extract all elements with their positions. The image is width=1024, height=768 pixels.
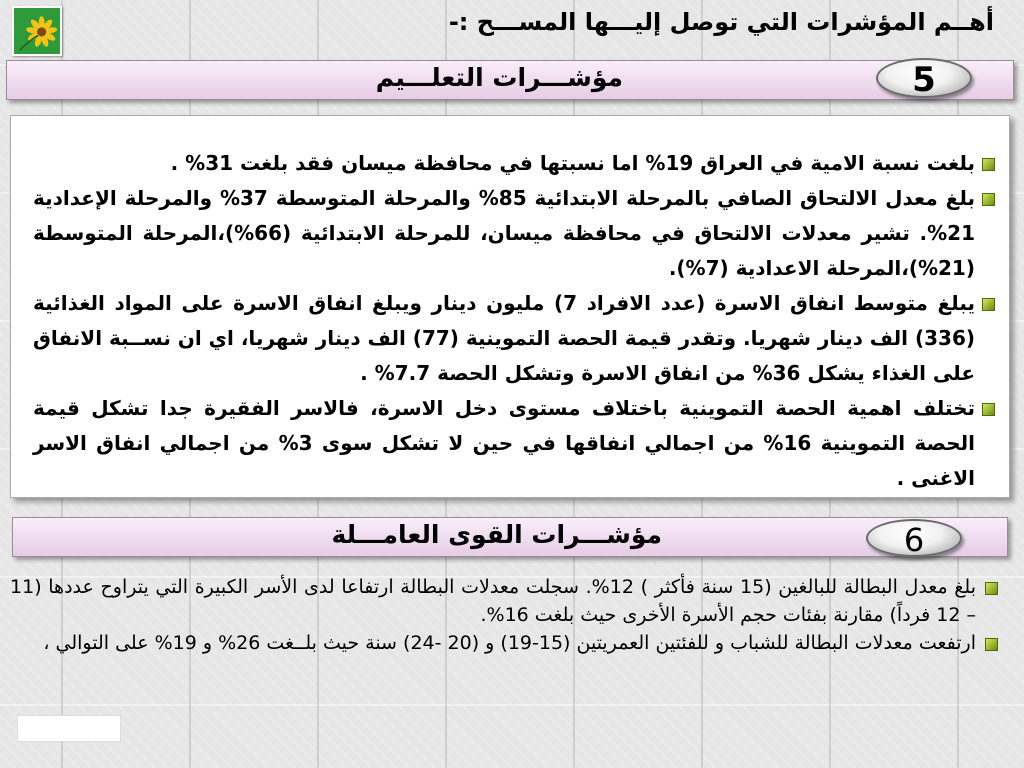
bullet-text: بلغ معدل البطالة للبالغين (15 سنة فأكثر ) 12%. سجلت معدلات البطالة ارتفاعا لدى الأسر الكبيرة التي يتراوح عددها (11 – 12 فرداً) مقارنة بفئات حجم الأسرة الأخرى حيث بلغت 16%. <box>10 576 977 626</box>
bullet-text: بلغ معدل الالتحاق الصافي بالمرحلة الابتدائية 85% والمرحلة المتوسطة 37% والمرحلة الإعدادية 21%. تشير معدلات الالتحاق في محافظة ميسان، للمرحلة الابتدائية (66%)،المرحلة المتوسطة (21%)،المرحلة الاعدادية (7%). <box>33 186 976 280</box>
labor-force-content <box>10 573 1014 705</box>
square-bullet-icon <box>982 298 995 311</box>
square-bullet-icon <box>985 638 998 651</box>
section-header-labor-force <box>12 517 1008 557</box>
square-bullet-icon <box>982 193 995 206</box>
section-header-education <box>6 60 1014 100</box>
square-bullet-icon <box>982 158 995 171</box>
bullet-text: بلغت نسبة الامية في العراق 19% اما نسبتها في محافظة ميسان فقد بلغت 31% . <box>170 151 975 175</box>
sunflower-logo-icon <box>12 6 62 56</box>
square-bullet-icon <box>982 403 995 416</box>
education-content-box <box>10 115 1010 498</box>
list-item <box>33 391 999 496</box>
section-number-badge: 5 <box>876 58 972 98</box>
section-title: مؤشـــرات القوى العامـــلة <box>331 520 662 549</box>
list-item <box>33 146 999 181</box>
list-item <box>33 286 999 391</box>
labor-force-bullet-list <box>10 573 1014 657</box>
bullet-text: تختلف اهمية الحصة التموينية باختلاف مستوى دخل الاسرة، فالاسر الفقيرة جدا تشكل قيمة الحصة التموينية 16% من اجمالي انفاقها في حين لا تشكل سوى 3% من اجمالي انفاق الاسر الاغنى . <box>33 396 976 490</box>
square-bullet-icon <box>985 582 998 595</box>
section-title: مؤشـــرات التعلـــيم <box>375 63 623 92</box>
education-bullet-list <box>11 116 1009 496</box>
bullet-text: يبلغ متوسط انفاق الاسرة (عدد الافراد 7) مليون دينار ويبلغ انفاق الاسرة على المواد الغذائية (336) الف دينار شهريا. وتقدر قيمة الحصة التموينية (77) الف دينار شهريا، اي ان نســبة الانفاق على الغذاء يشكل 36% من انفاق الاسرة وتشكل الحصة 7.7% . <box>33 291 975 385</box>
list-item <box>33 181 999 286</box>
page-title: أهــم المؤشرات التي توصل إليـــها المســـح :- <box>448 8 994 36</box>
section-number-badge: 6 <box>866 519 962 557</box>
list-item <box>10 629 1006 657</box>
bullet-text: ارتفعت معدلات البطالة للشباب و للفئتين العمريتين (15-19) و (20 -24) سنة حيث بلــغت 26% و 19% على التوالي ، <box>43 632 976 654</box>
list-item <box>10 573 1006 629</box>
blank-white-box <box>17 715 121 742</box>
